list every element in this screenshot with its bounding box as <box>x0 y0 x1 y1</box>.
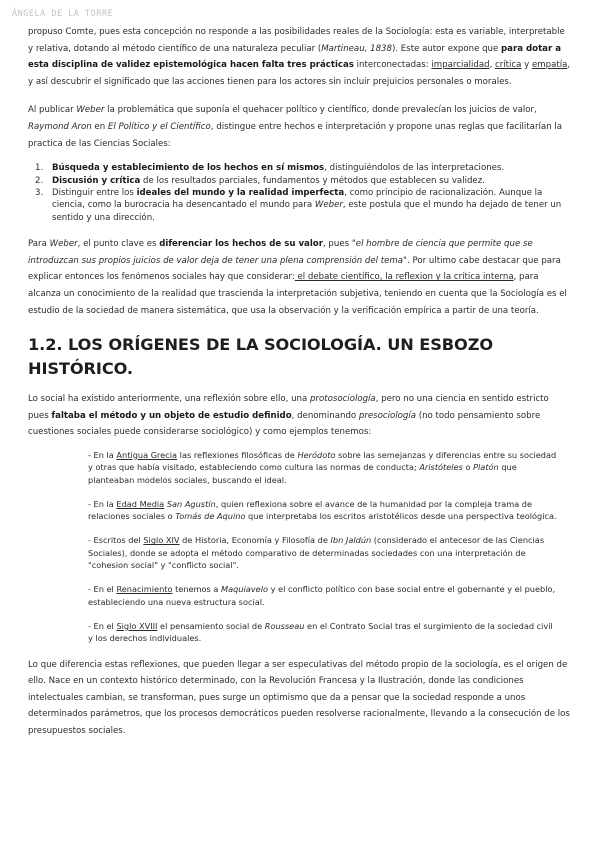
term: protosociología <box>309 394 376 405</box>
text: de Historia, Economía y Filosofía de <box>179 535 331 546</box>
list-number: 2. <box>35 175 44 186</box>
term: presociología <box>358 410 417 421</box>
text: (no todo pensamiento sobre cuestiones sociales puede considerarse sociológico) y como ejemplos tenemos: <box>28 410 541 438</box>
paragraph-conclusion: Lo que diferencia estas reflexiones, que pueden llegar a ser especulativas del método propio de la sociología, es el origen de ello. Nace en un contexto histórico determinado, con la Revolución Francesa y la Ilustración, donde las condiciones intelectuales cambian, se transforman, pues surge un optimismo que da a pensar que la sociedad responde a unos determinados parámetros, que los procesos democráticos pueden resolverse racionalmente, llevando a la consecución de los presupuestos sociales. <box>28 659 570 736</box>
example-item <box>88 620 558 645</box>
author-name: Tomás de Aquino <box>175 511 246 522</box>
author-name: Ibn Jaldún <box>330 535 372 546</box>
citation: Martineau, 1838 <box>321 43 392 54</box>
text: , pero no una ciencia en sentido estricto pues <box>28 394 549 421</box>
text: las reflexiones filosóficas de <box>177 449 298 460</box>
paragraph-aron <box>28 102 572 152</box>
list-item <box>28 175 572 187</box>
text: y <box>521 60 532 71</box>
period-name: Siglo XVIII <box>116 620 158 631</box>
author-name: Weber <box>76 105 105 116</box>
text: - En la <box>88 449 117 460</box>
text: que interpretaba los escritos aristotélicos desde una perspectiva teológica. <box>245 511 557 522</box>
document-body <box>28 24 572 739</box>
list-number: 1. <box>35 163 44 174</box>
list-item <box>28 187 572 224</box>
text: , distinguiéndolos de las interpretaciones. <box>324 163 505 174</box>
text: Al publicar <box>28 105 77 116</box>
quotation: "el hombre de ciencia que permite que se introduzcan sus propios juicios de valor deja de tener una plena comprensión del tema" <box>28 239 533 266</box>
text: , <box>489 60 496 71</box>
section-heading: 1.2. LOS ORÍGENES DE LA SOCIOLOGÍA. UN ESBOZO HISTÓRICO. <box>28 335 494 379</box>
text: , pues <box>322 239 352 250</box>
text: ). Este autor expone que <box>391 43 502 54</box>
text: propuso Comte, pues esta concepción no responde a las posibilidades reales de la Sociología: esta es variable, interpretable y relativa, dotando al método científico de una naturaleza peculiar ( <box>28 27 565 54</box>
period-name: Siglo XIV <box>143 535 180 546</box>
emphasis: diferenciar los hechos de su valor <box>159 239 323 250</box>
text: que planteaban modelos sociales, buscando el ideal. <box>88 462 517 485</box>
underlined-term: el debate científico, la reflexion y la crítica interna <box>294 272 514 283</box>
paragraph-weber <box>28 236 572 319</box>
emphasis: faltaba el método y un objeto de estudio definido <box>51 410 292 421</box>
text: el pensamiento social de <box>157 620 265 631</box>
text: Lo social ha existido anteriormente, una reflexión sobre ello, una <box>28 394 310 405</box>
text: , como principio de racionalización. Aunque la ciencia, como la burocracia ha desencantado el mundo para <box>52 187 543 211</box>
text: de los resultados parciales, fundamentos y métodos que establecen su validez. <box>140 175 485 186</box>
underlined-term: empatía <box>532 60 568 71</box>
period-name: Antigua Grecia <box>116 449 178 460</box>
emphasis: Búsqueda y establecimiento de los hechos en sí mismos <box>52 163 325 174</box>
period-name: Renacimiento <box>116 584 173 595</box>
text: , para alcanza un conocimiento de la realidad que trascienda la interpretación subjetiva, teniendo en cuenta que la Sociología es el estudio de la sociedad de manera sistemática, que usa la observación y la verificación empírica a partir de una teoría. <box>28 272 567 316</box>
author-name: Platón <box>473 462 499 473</box>
author-name: Weber <box>49 239 78 250</box>
examples-list <box>28 449 558 645</box>
text: , quien reflexiona sobre el avance de la humanidad por la compleja trama de relaciones sociales o <box>88 498 533 522</box>
example-item <box>88 583 558 608</box>
watermark: ÁNGELA DE LA TORRE <box>12 9 114 19</box>
author-name: Raymond Aron <box>28 121 92 132</box>
rules-list <box>28 162 572 224</box>
text: y el conflicto político con base social entre el gobernante y el pueblo, estableciendo una nueva estructura social. <box>88 584 556 607</box>
text: - Escritos del <box>88 535 144 546</box>
author-name: Heródoto <box>297 449 336 460</box>
text: Para <box>28 239 50 250</box>
underlined-term: crítica <box>495 60 522 71</box>
period-name: Edad Media <box>116 498 165 509</box>
text: . Por ultimo cabe destacar que para explicar entonces los fenómenos sociales hay que considerar: <box>28 255 561 283</box>
author-name: Weber <box>314 200 343 211</box>
text: - En la <box>88 498 117 509</box>
example-item <box>88 534 558 571</box>
text: tenemos a <box>172 584 222 595</box>
list-item <box>28 162 572 174</box>
paragraph-intro <box>28 24 572 90</box>
text: sobre las semejanzas y diferencias entre su sociedad y otras que había visitado, estableciendo como cultura las normas de conducta; <box>88 449 557 473</box>
text: en el Contrato Social tras el surgimiento de la sociedad civil y los derechos individuales. <box>88 620 553 644</box>
paragraph-presociology <box>28 391 572 441</box>
text: - En el <box>88 584 117 595</box>
text: , el punto clave es <box>77 239 160 250</box>
text: , denominando <box>291 410 359 421</box>
author-name: Maquiavelo <box>221 584 268 595</box>
author-name: San Agustín <box>166 498 216 509</box>
book-title: El Político y el Científico <box>107 121 211 132</box>
text: , distingue entre hechos e interpretación y propone unas reglas que facilitarían la practica de las Ciencias Sociales: <box>28 121 562 149</box>
example-item <box>88 498 558 523</box>
text: Distinguir entre los <box>52 187 137 198</box>
author-name: Aristóteles <box>419 462 463 473</box>
list-number: 3. <box>35 187 44 198</box>
underlined-term: imparcialidad <box>431 60 490 71</box>
text: (considerado el antecesor de las Ciencias Sociales), donde se adopta el método comparativo de determinadas sociedades con una interpretación de "cohesion social" y "conflicto social". <box>88 535 545 571</box>
emphasis: ideales del mundo y la realidad imperfecta <box>136 187 345 198</box>
emphasis: Discusión y crítica <box>52 175 141 186</box>
text: interconectadas: <box>353 60 432 71</box>
text: , y así descubrir el significado que las acciones tienen para los actores sin incluir prejuicios personales o morales. <box>28 60 571 87</box>
text: en <box>91 121 108 132</box>
emphasis: para dotar a esta disciplina de validez epistemológica hacen falta tres prácticas <box>28 43 562 71</box>
example-item <box>88 449 558 486</box>
text: o <box>462 462 474 473</box>
text: - En el <box>88 620 117 631</box>
text: la problemática que suponía el quehacer político y científico, donde prevalecían los juicios de valor, <box>104 105 537 116</box>
author-name: Rousseau <box>264 620 305 631</box>
text: , este postula que el mundo ha dejado de tener un sentido y una dirección. <box>52 200 562 223</box>
